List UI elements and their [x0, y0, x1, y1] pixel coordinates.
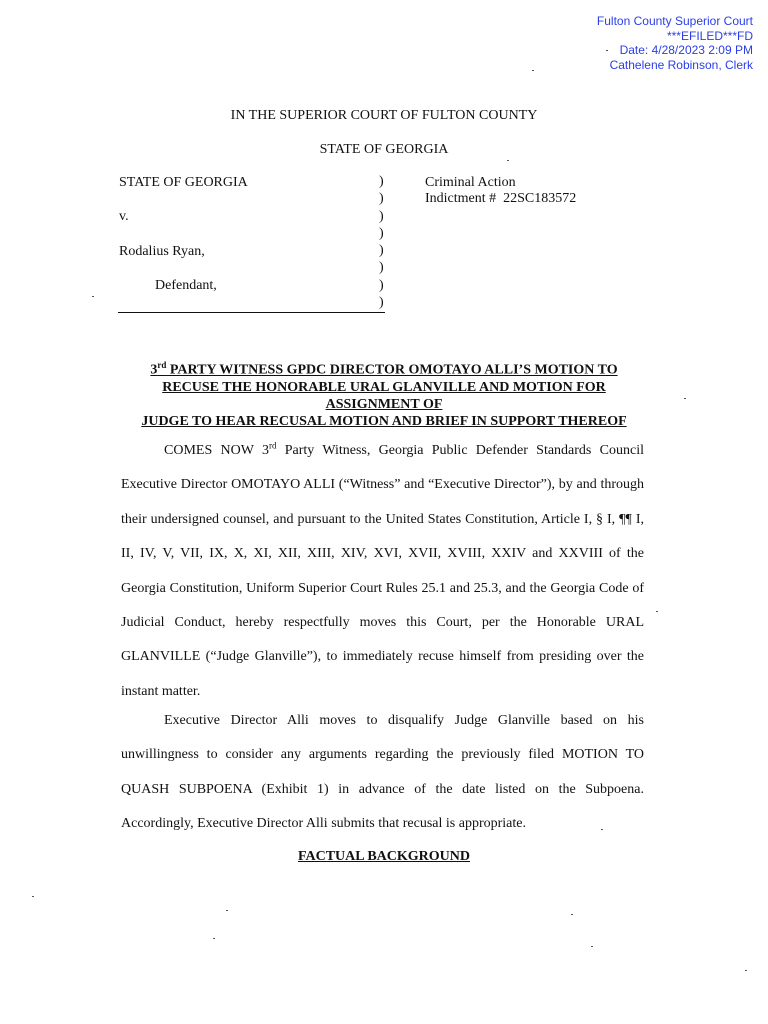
p1-rest: Party Witness, Georgia Public Defender Standards Council Executive Director OMOTAYO ALLI (“Witness” and “Executive Director”), by and through their undersigned counsel, and pursuant to the United States Constitution, Article I, § I, ¶¶ I, II, IV, V, VII, IX, X, XI, XII, XIII, XIV, XVI, XVII, XVIII, XXIV and XXVIII of the Georgia Constitution, Uniform Superior Court Rules 25.1 and 25.3, and the Georgia Code of Judicial Conduct, hereby respectfully moves this Court, per the Honorable URAL GLANVILLE (“Judge Glanville”), to immediately recuse himself from presiding over the instant matter.	[121, 443, 644, 699]
caption-action-type: Criminal Action	[425, 175, 516, 190]
caption-defendant-name: Rodalius Ryan,	[119, 244, 205, 259]
caption-paren: )	[379, 277, 384, 293]
caption-paren: )	[379, 260, 384, 276]
caption-paren: )	[379, 191, 384, 207]
scan-speck	[92, 296, 94, 297]
scan-speck	[745, 970, 747, 971]
caption-paren: )	[379, 208, 384, 224]
motion-title-line4: JUDGE TO HEAR RECUSAL MOTION AND BRIEF IN SUPPORT THEREOF	[141, 413, 627, 429]
scan-speck	[507, 160, 509, 161]
caption-indictment: Indictment # 22SC183572	[425, 191, 577, 206]
court-name: IN THE SUPERIOR COURT OF FULTON COUNTY	[230, 108, 538, 123]
motion-title-line3: ASSIGNMENT OF	[325, 396, 443, 412]
caption-defendant-label: Defendant,	[155, 278, 217, 293]
section-heading: FACTUAL BACKGROUND	[297, 849, 471, 864]
efiling-stamp	[597, 14, 753, 72]
caption-paren-column	[379, 173, 384, 311]
caption-paren: )	[379, 174, 384, 189]
motion-title-line1-text: PARTY WITNESS GPDC DIRECTOR OMOTAYO ALLI’S MOTION TO	[166, 362, 618, 378]
caption-paren: )	[379, 225, 384, 241]
scan-speck	[656, 611, 658, 612]
caption-case-info	[425, 175, 576, 207]
p1-sup: rd	[268, 440, 277, 451]
scan-speck	[32, 896, 34, 897]
caption-rule	[118, 312, 385, 313]
stamp-efiled: ***EFILED***FD	[666, 28, 753, 43]
scan-speck	[591, 946, 593, 947]
stamp-court: Fulton County Superior Court	[596, 14, 753, 28]
stamp-date: Date: 4/28/2023 2:09 PM	[619, 43, 753, 57]
caption-plaintiff: STATE OF GEORGIA	[119, 175, 248, 190]
scan-speck	[606, 50, 608, 51]
motion-title-ordinal-sup: rd	[157, 360, 167, 370]
scan-speck	[601, 829, 603, 830]
stamp-clerk: Cathelene Robinson, Clerk	[609, 57, 753, 72]
motion-title	[100, 357, 668, 430]
scan-speck	[684, 398, 686, 399]
scan-speck	[532, 70, 534, 71]
body-paragraph-1	[121, 434, 644, 709]
body-paragraph-2: Executive Director Alli moves to disqualify Judge Glanville based on his unwillingness to consider any arguments regarding the previously filed MOTION TO QUASH SUBPOENA (Exhibit 1) in advance of the date listed on the Subpoena. Accordingly, Executive Director Alli submits that recusal is appropriate.	[121, 713, 644, 832]
court-state: STATE OF GEORGIA	[319, 142, 449, 157]
motion-title-ordinal: 3	[150, 362, 158, 378]
scan-speck	[213, 938, 215, 939]
motion-title-line1	[100, 357, 668, 379]
motion-title-line2: RECUSE THE HONORABLE URAL GLANVILLE AND MOTION FOR	[162, 379, 606, 395]
caption-paren: )	[379, 295, 384, 311]
caption-paren: )	[379, 243, 384, 259]
p1-start: COMES NOW 3	[164, 443, 269, 458]
scan-speck	[226, 910, 228, 911]
caption-versus: v.	[119, 209, 129, 224]
scan-speck	[571, 914, 573, 915]
